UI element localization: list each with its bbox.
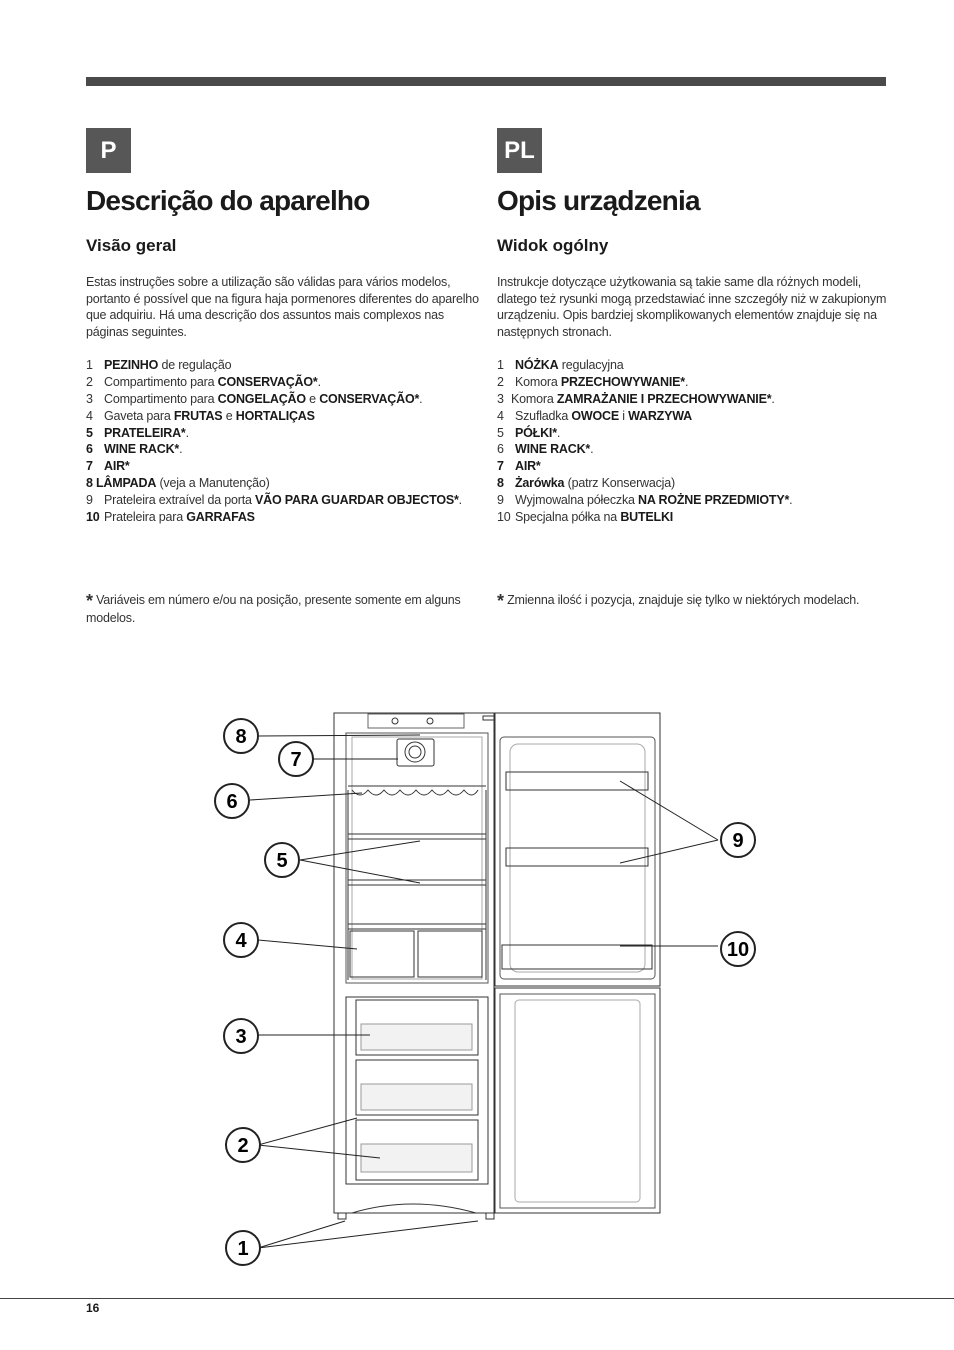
section-subtitle: Widok ogólny: [497, 236, 609, 255]
list-item: 5 PRATELEIRA*.: [86, 425, 189, 440]
list-item: 1 PEZINHO de regulação: [86, 358, 232, 373]
adjustable-foot: [486, 1213, 494, 1219]
intro-text: Instrukcje dotyczące użytkowania są takie same dla różnych modeli, dlatego też rysunki mogą przedstawiać inne szczegóły niż w zakupionym urządzeniu. Opis bardziej skomplikowanych elementów znajduje się na następnych stronach.: [497, 275, 887, 339]
list-item: 7 AIR*: [497, 459, 541, 474]
svg-text:9: 9: [732, 830, 744, 852]
crisper-drawer: [350, 931, 414, 977]
svg-text:2: 2: [237, 1135, 249, 1157]
list-item: 9 Wyjmowalna półeczka NA ROŻNE PRZEDMIOTY*.: [497, 492, 793, 507]
list-item: 9 Prateleira extraível da porta VÃO PARA GUARDAR OBJECTOS*.: [86, 492, 462, 507]
svg-text:6: 6: [226, 791, 238, 813]
parts-list: [497, 357, 889, 525]
callout-1: [226, 1231, 260, 1265]
intro-text: Estas instruções sobre a utilização são válidas para vários modelos, portanto é possível que na figura haja pormenores diferentes do aparelho que adquiriu. Há uma descrição dos assuntos mais complexos nas páginas seguintes.: [86, 275, 479, 339]
list-item: 4 Gaveta para FRUTAS e HORTALIÇAS: [86, 408, 315, 423]
footnote: * Variáveis em número e/ou na posição, presente somente em alguns modelos.: [86, 591, 461, 625]
callout-10: [721, 932, 755, 966]
bottle-shelf: [502, 945, 652, 969]
list-item: 6 WINE RACK*.: [497, 442, 594, 457]
svg-text:8: 8: [235, 726, 247, 748]
callout-9: [721, 823, 755, 857]
footer-rule: [0, 1298, 954, 1299]
section-portuguese: [86, 128, 486, 525]
page-number: 16: [86, 1301, 100, 1315]
list-item: 4 Szufladka OWOCE i WARZYWA: [497, 408, 692, 423]
section-subtitle: Visão geral: [86, 236, 177, 255]
crisper-drawer: [418, 931, 482, 977]
list-item: 5 PÓŁKI*.: [497, 425, 561, 440]
svg-text:1: 1: [237, 1238, 249, 1260]
list-item: 8 LÂMPADA (veja a Manutenção): [86, 475, 270, 490]
language-badge: PL: [497, 128, 542, 173]
svg-text:4: 4: [235, 930, 247, 952]
callout-2: [226, 1128, 260, 1162]
list-item: 2 Komora PRZECHOWYWANIE*.: [497, 375, 689, 390]
page-title: Opis urządzenia: [497, 185, 700, 216]
list-item: 10 Specjalna półka na BUTELKI: [497, 509, 674, 524]
callout-3: [224, 1019, 258, 1053]
adjustable-foot: [338, 1213, 346, 1219]
header-rule: [86, 77, 886, 86]
list-item: 7 AIR*: [86, 459, 130, 474]
footnote: * Zmienna ilość i pozycja, znajduje się tylko w niektórych modelach.: [497, 591, 860, 611]
shelf: [348, 834, 486, 839]
list-item: 3 Komora ZAMRAŻANIE I PRZECHOWYWANIE*.: [497, 391, 775, 406]
callout-8: [224, 719, 258, 753]
parts-list: [86, 357, 486, 525]
door-shelf: [506, 848, 648, 866]
list-item: 6 WINE RACK*.: [86, 442, 183, 457]
callouts: [215, 719, 755, 1265]
fridge-diagram: [0, 680, 954, 1270]
callout-6: [215, 784, 249, 818]
language-badge: P: [86, 128, 131, 173]
list-item: 8 Żarówka (patrz Konserwacja): [497, 475, 675, 490]
base-grille: [352, 1204, 476, 1213]
section-polish: [497, 128, 889, 525]
callout-5: [265, 843, 299, 877]
list-item: 3 Compartimento para CONGELAÇÃO e CONSERVAÇÃO*.: [86, 391, 423, 406]
shelf: [348, 924, 486, 929]
svg-text:5: 5: [276, 850, 288, 872]
list-item: 2 Compartimento para CONSERVAÇÃO*.: [86, 375, 321, 390]
callout-4: [224, 923, 258, 957]
wine-rack: [352, 790, 478, 795]
svg-text:10: 10: [726, 939, 750, 961]
page-title: Descrição do aparelho: [86, 185, 370, 216]
freezer-door: [495, 988, 660, 1213]
list-item: 1 NÓŻKA regulacyjna: [497, 358, 624, 373]
svg-text:7: 7: [290, 749, 302, 771]
door-shelf: [506, 772, 648, 790]
list-item: 10 Prateleira para GARRAFAS: [86, 509, 255, 524]
callout-7: [279, 742, 313, 776]
svg-text:3: 3: [235, 1026, 247, 1048]
